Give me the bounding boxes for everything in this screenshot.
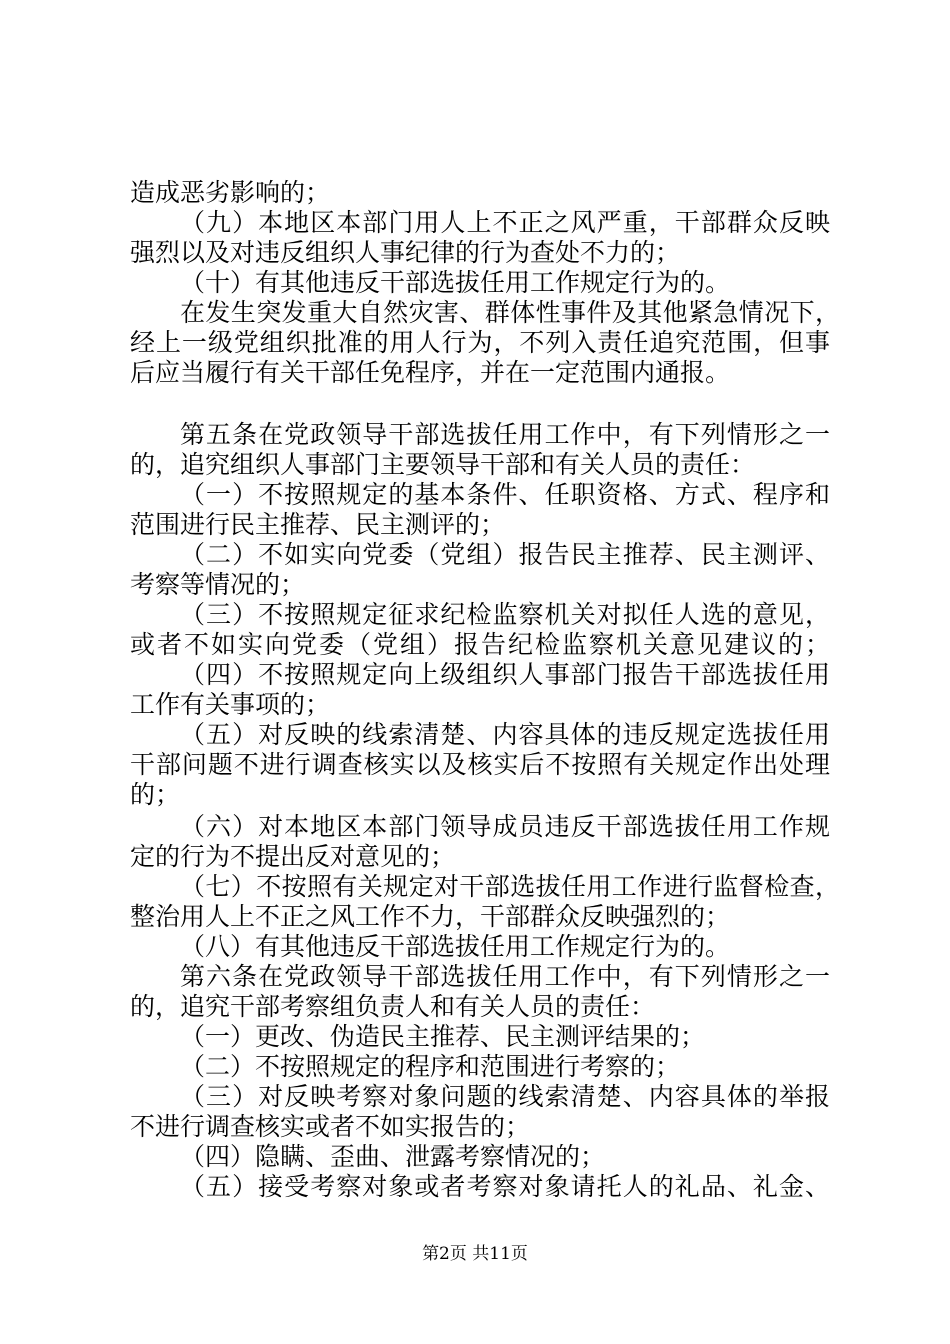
page-number-label: 第2页 共11页: [422, 1244, 528, 1264]
text-line: （二）不如实向党委（党组）报告民主推荐、民主测评、: [180, 540, 830, 569]
text-line: （六）对本地区本部门领导成员违反干部选拔任用工作规: [180, 812, 830, 841]
text-line: （一）更改、伪造民主推荐、民主测评结果的；: [180, 1022, 706, 1051]
page-footer: [0, 1243, 950, 1265]
text-line: （九）本地区本部门用人上不正之风严重，干部群众反映: [180, 208, 830, 237]
text-line: 的，追究组织人事部门主要领导干部和有关人员的责任：: [130, 450, 756, 479]
text-line: （七）不按照有关规定对干部选拔任用工作进行监督检查，: [180, 872, 840, 901]
text-line: 整治用人上不正之风工作不力，干部群众反映强烈的；: [130, 902, 731, 931]
text-line: 考察等情况的；: [130, 570, 306, 599]
text-line: 的；: [130, 780, 181, 809]
text-line: 工作有关事项的；: [130, 690, 331, 719]
text-line: 后应当履行有关干部任免程序，并在一定范围内通报。: [130, 358, 731, 387]
text-line: （四）不按照规定向上级组织人事部门报告干部选拔任用: [180, 660, 830, 689]
text-line: （三）不按照规定征求纪检监察机关对拟任人选的意见，: [180, 600, 830, 629]
text-line: 不进行调查核实或者不如实报告的；: [130, 1112, 531, 1141]
text-line: （三）对反映考察对象问题的线索清楚、内容具体的举报: [180, 1082, 830, 1111]
text-line: （五）对反映的线索清楚、内容具体的违反规定选拔任用: [180, 720, 830, 749]
text-line: 的，追究干部考察组负责人和有关人员的责任：: [130, 992, 656, 1021]
text-line: 范围进行民主推荐、民主测评的；: [130, 510, 506, 539]
text-line: 第六条在党政领导干部选拔任用工作中，有下列情形之一: [180, 962, 830, 991]
text-line: 在发生突发重大自然灾害、群体性事件及其他紧急情况下，: [180, 298, 840, 327]
text-line: 造成恶劣影响的；: [130, 178, 331, 207]
text-line: （五）接受考察对象或者考察对象请托人的礼品、礼金、: [180, 1172, 830, 1201]
text-line: 定的行为不提出反对意见的；: [130, 842, 456, 871]
text-line: （八）有其他违反干部选拔任用工作规定行为的。: [180, 932, 731, 961]
text-line: （二）不按照规定的程序和范围进行考察的；: [180, 1052, 681, 1081]
text-line: 强烈以及对违反组织人事纪律的行为查处不力的；: [130, 238, 681, 267]
text-line: 经上一级党组织批准的用人行为，不列入责任追究范围，但事: [130, 328, 830, 357]
text-line: （一）不按照规定的基本条件、任职资格、方式、程序和: [180, 480, 830, 509]
text-line: （四）隐瞒、歪曲、泄露考察情况的；: [180, 1142, 606, 1171]
text-line: 第五条在党政领导干部选拔任用工作中，有下列情形之一: [180, 420, 830, 449]
text-line: 干部问题不进行调查核实以及核实后不按照有关规定作出处理: [130, 750, 830, 779]
text-line: （十）有其他违反干部选拔任用工作规定行为的。: [180, 268, 731, 297]
text-line: 或者不如实向党委（党组）报告纪检监察机关意见建议的；: [130, 630, 830, 659]
